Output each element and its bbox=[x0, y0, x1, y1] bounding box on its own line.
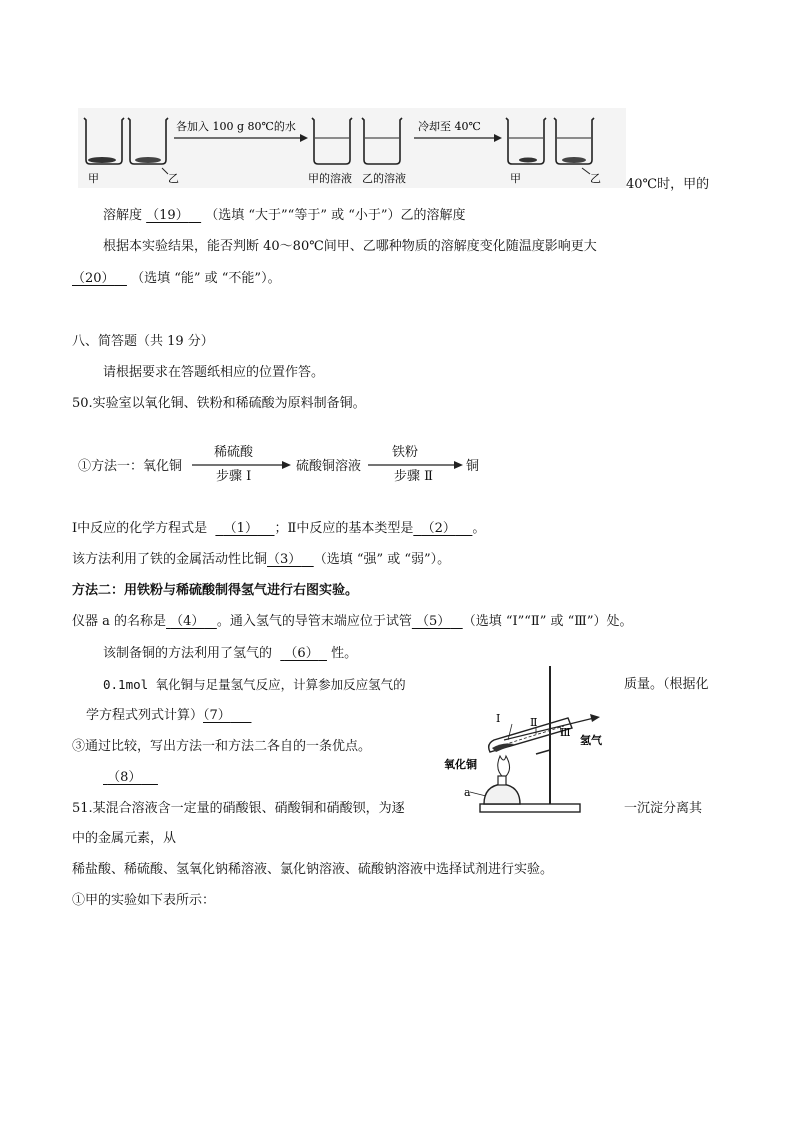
solid-yi bbox=[135, 157, 161, 163]
q50-activity-text: 该方法利用了铁的金属活动性比铜 bbox=[72, 552, 268, 567]
q49-line2-b: （选填 “大于”“等于” 或 “小于”）乙的溶解度 bbox=[205, 208, 466, 223]
label-yi-1: 乙 bbox=[168, 172, 179, 185]
q49-line2-a: 溶解度 bbox=[103, 208, 143, 223]
answer-blank-1[interactable]: （1） bbox=[223, 521, 258, 536]
q51-line4: ①甲的实验如下表所示： bbox=[72, 893, 216, 908]
label-jia-solution: 甲的溶液 bbox=[308, 172, 352, 185]
q49-line1-tail: 40℃时，甲的 bbox=[626, 177, 710, 192]
q50-equation-text: Ⅰ中反应的化学方程式是 bbox=[72, 521, 208, 536]
label-yi-2: 乙 bbox=[590, 172, 601, 185]
section-heading: 八、简答题（共 19 分） bbox=[72, 334, 214, 349]
step2-label: 冷却至 40℃ bbox=[418, 120, 481, 133]
method1-arrow2 bbox=[368, 460, 464, 470]
alcohol-lamp bbox=[484, 784, 520, 804]
step1-label: 各加入 100 g 80℃的水 bbox=[176, 120, 296, 133]
q50-calc-line2 bbox=[86, 707, 251, 725]
q50-property-line: 该制备铜的方法利用了氢气的 （6） 性。 bbox=[103, 646, 358, 661]
q50-answer-line8 bbox=[103, 769, 158, 787]
q50-calc-tail: 质量。（根据化 bbox=[624, 677, 709, 692]
q50-property-text: 该制备铜的方法利用了氢气的 bbox=[103, 646, 273, 661]
arrow2-step: 步骤 Ⅱ bbox=[394, 469, 433, 484]
label-a: a bbox=[464, 786, 471, 799]
section-instruction: 请根据要求在答题纸相应的位置作答。 bbox=[103, 365, 325, 380]
label-hydrogen: 氢气 bbox=[580, 734, 602, 747]
arrow2-reagent: 铁粉 bbox=[392, 445, 419, 460]
answer-blank-20[interactable]: （20） bbox=[72, 271, 115, 286]
q51-line1: 51.某混合溶液含一定量的硝酸银、硝酸铜和硝酸钡，为逐 bbox=[72, 801, 405, 816]
label-jia-1: 甲 bbox=[88, 172, 99, 185]
q50-calc-text2: 学方程式列式计算） bbox=[86, 708, 204, 723]
q50-instrument-line: 仪器 a 的名称是 （4） 。通入氢气的导管末端应位于试管 （5） （选填 “Ⅰ”“Ⅱ” 或 “Ⅲ”）处。 bbox=[72, 614, 633, 629]
label-cuo: 氧化铜 bbox=[444, 758, 477, 771]
q50-instrument-text: 仪器 a 的名称是 bbox=[72, 614, 167, 629]
q50-calc-line: 0.1mol 氧化铜与足量氢气反应，计算参加反应氢气的 bbox=[103, 677, 406, 692]
q51-line1-tail: 一沉淀分离其 bbox=[624, 801, 703, 816]
label-I: Ⅰ bbox=[496, 712, 501, 725]
answer-blank-7[interactable]: （7） bbox=[203, 708, 231, 723]
solid-jia bbox=[88, 157, 116, 163]
answer-blank-2[interactable]: （2） bbox=[421, 521, 456, 536]
answer-blank-6[interactable]: （6） bbox=[284, 646, 319, 661]
hydrogen-reduction-apparatus bbox=[444, 662, 616, 820]
q49-line2 bbox=[103, 207, 466, 225]
arrow1-reagent: 稀硫酸 bbox=[214, 445, 254, 460]
q50-equation-line: Ⅰ中反应的化学方程式是 （1） ；Ⅱ中反应的基本类型是 （2） 。 bbox=[72, 521, 486, 536]
q50-compare-line: ③通过比较，写出方法一和方法二各自的一条优点。 bbox=[72, 739, 372, 754]
dissolution-experiment-figure bbox=[78, 108, 626, 188]
q51-line2: 中的金属元素，从 bbox=[72, 831, 177, 846]
copper-oxide-powder bbox=[492, 744, 514, 753]
method1-arrow1 bbox=[192, 460, 292, 470]
q49-line4 bbox=[72, 270, 281, 288]
q49-line4-b: （选填 “能” 或 “不能”）。 bbox=[131, 271, 281, 286]
label-II: Ⅱ bbox=[530, 716, 538, 729]
method1-label: ①方法一：氧化铜 bbox=[78, 459, 183, 474]
answer-blank-5[interactable]: （5） bbox=[416, 614, 451, 629]
q50-stem: 50.实验室以氧化铜、铁粉和稀硫酸为原料制备铜。 bbox=[72, 396, 366, 411]
q50-reaction-type-text: ；Ⅱ中反应的基本类型是 bbox=[274, 521, 414, 536]
answer-blank-19[interactable]: （19） bbox=[146, 208, 189, 223]
method1-product: 铜 bbox=[466, 459, 480, 474]
iron-stand-base bbox=[480, 804, 580, 812]
label-yi-solution: 乙的溶液 bbox=[362, 172, 406, 185]
answer-blank-3[interactable]: （3） bbox=[267, 552, 302, 567]
flame bbox=[498, 756, 510, 778]
method1-intermediate: 硫酸铜溶液 bbox=[296, 459, 362, 474]
label-jia-2: 甲 bbox=[510, 172, 521, 185]
method2-heading: 方法二：用铁粉与稀硫酸制得氢气进行右图实验。 bbox=[72, 583, 359, 598]
answer-blank-4[interactable]: （4） bbox=[170, 614, 205, 629]
arrow1-step: 步骤 Ⅰ bbox=[216, 469, 252, 484]
q49-line3: 根据本实验结果，能否判断 40～80℃间甲、乙哪种物质的溶解度变化随温度影响更大 bbox=[103, 239, 597, 254]
q51-line3: 稀盐酸、稀硫酸、氢氧化钠稀溶液、氯化钠溶液、硫酸钠溶液中选择试剂进行实验。 bbox=[72, 862, 554, 877]
label-III: Ⅲ bbox=[560, 726, 571, 739]
q50-activity-line: 该方法利用了铁的金属活动性比铜（3） （选填 “强” 或 “弱”）。 bbox=[72, 552, 451, 567]
answer-blank-8[interactable]: （8） bbox=[107, 770, 142, 785]
